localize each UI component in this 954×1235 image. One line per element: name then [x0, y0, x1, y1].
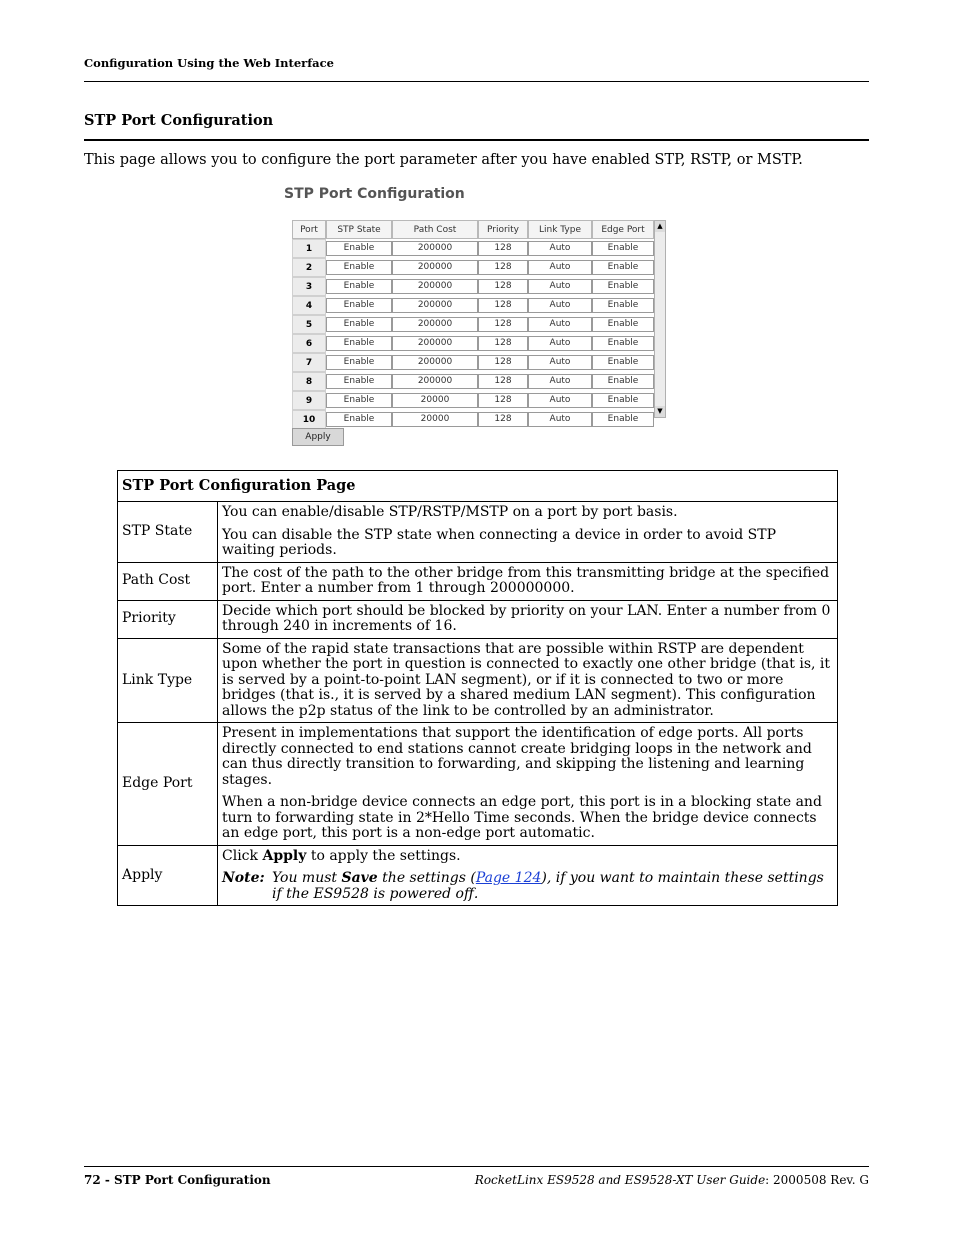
- edge-port-cell: [592, 353, 654, 372]
- path-cost-cell: [392, 239, 478, 258]
- label-path-cost: Path Cost: [118, 562, 218, 600]
- edge-port-field[interactable]: Enable: [592, 279, 654, 294]
- row-priority: [118, 600, 838, 638]
- port-number-cell: 7: [292, 353, 326, 372]
- path-cost-cell: [392, 277, 478, 296]
- apply-bold-text: Apply: [262, 847, 307, 864]
- desc-link-type: [218, 638, 838, 723]
- footer-rule: [84, 1166, 869, 1167]
- stp-state-text-1: You can enable/disable STP/RSTP/MSTP on a port by port basis.: [222, 504, 678, 520]
- port-number-cell: 1: [292, 239, 326, 258]
- link-type-cell: [528, 372, 592, 391]
- label-priority: Priority: [118, 600, 218, 638]
- col-header-link-type: Link Type: [528, 220, 592, 239]
- note-label: Note:: [222, 870, 265, 886]
- priority-field[interactable]: 128: [478, 393, 528, 408]
- path-cost-cell: [392, 353, 478, 372]
- edge-port-cell: [592, 391, 654, 410]
- stp-state-field[interactable]: Enable: [326, 298, 392, 313]
- scroll-up-arrow-icon[interactable]: ▲: [655, 221, 665, 232]
- port-number-cell: 2: [292, 258, 326, 277]
- port-number-cell: 9: [292, 391, 326, 410]
- path-cost-field[interactable]: 200000: [392, 241, 478, 256]
- priority-cell: [478, 315, 528, 334]
- desc-path-cost: [218, 562, 838, 600]
- scroll-down-arrow-icon[interactable]: ▼: [655, 406, 665, 417]
- priority-field[interactable]: 128: [478, 355, 528, 370]
- edge-port-field[interactable]: Enable: [592, 241, 654, 256]
- path-cost-cell: [392, 258, 478, 277]
- stp-state-field[interactable]: Enable: [326, 355, 392, 370]
- edge-port-cell: [592, 334, 654, 353]
- edge-port-field[interactable]: Enable: [592, 336, 654, 351]
- edge-port-text-1: Present in implementations that support the identification of edge ports. All ports directly connected to end stations cannot create bridging loops in the network and can thus directly transition to forwarding, and skipping the listening and learning stages.: [222, 725, 812, 788]
- edge-port-cell: [592, 239, 654, 258]
- link-type-field[interactable]: Auto: [528, 260, 592, 275]
- priority-field[interactable]: 128: [478, 298, 528, 313]
- path-cost-field[interactable]: 200000: [392, 298, 478, 313]
- stp-state-cell: [326, 296, 392, 315]
- link-type-cell: [528, 353, 592, 372]
- grid-header-row: [292, 220, 654, 239]
- path-cost-field[interactable]: 20000: [392, 393, 478, 408]
- priority-cell: [478, 296, 528, 315]
- desc-apply: [218, 845, 838, 906]
- link-type-cell: [528, 334, 592, 353]
- label-apply: Apply: [118, 845, 218, 906]
- grid-scrollbar[interactable]: [654, 220, 666, 418]
- label-stp-state: STP State: [118, 502, 218, 563]
- section-rule: [84, 139, 869, 141]
- footer-page-label: 72 - STP Port Configuration: [84, 1173, 271, 1187]
- priority-cell: [478, 334, 528, 353]
- apply-note: [222, 871, 833, 902]
- edge-port-field[interactable]: Enable: [592, 260, 654, 275]
- link-type-field[interactable]: Auto: [528, 355, 592, 370]
- stp-state-field[interactable]: Enable: [326, 260, 392, 275]
- desc-edge-port: [218, 723, 838, 846]
- link-type-cell: [528, 410, 592, 429]
- grid-row: [292, 391, 654, 410]
- link-type-field[interactable]: Auto: [528, 412, 592, 427]
- priority-field[interactable]: 128: [478, 336, 528, 351]
- edge-port-field[interactable]: Enable: [592, 374, 654, 389]
- apply-click-text: Click: [222, 847, 258, 864]
- note-text-c: ), if you want to maintain these settings if the ES9528 is powered off.: [272, 870, 824, 902]
- path-cost-cell: [392, 334, 478, 353]
- port-number-cell: 4: [292, 296, 326, 315]
- grid-row: [292, 315, 654, 334]
- grid-row: [292, 353, 654, 372]
- stp-state-field[interactable]: Enable: [326, 374, 392, 389]
- link-type-field[interactable]: Auto: [528, 279, 592, 294]
- row-link-type: [118, 638, 838, 723]
- grid-row: [292, 410, 654, 429]
- priority-text: Decide which port should be blocked by priority on your LAN. Enter a number from 0 through 240 in increments of 16.: [222, 602, 831, 634]
- path-cost-text: The cost of the path to the other bridge from this transmitting bridge at the specified port. Enter a number from 1 through 200000000.: [222, 564, 830, 596]
- col-header-port: Port: [292, 220, 326, 239]
- link-type-field[interactable]: Auto: [528, 317, 592, 332]
- stp-state-cell: [326, 277, 392, 296]
- note-text: [272, 871, 833, 902]
- path-cost-cell: [392, 296, 478, 315]
- edge-port-field[interactable]: Enable: [592, 298, 654, 313]
- col-header-stp-state: STP State: [326, 220, 392, 239]
- link-type-cell: [528, 391, 592, 410]
- edge-port-field[interactable]: Enable: [592, 412, 654, 427]
- footer-doc-title: [475, 1173, 869, 1187]
- priority-cell: [478, 353, 528, 372]
- stp-state-field[interactable]: Enable: [326, 412, 392, 427]
- stp-state-field[interactable]: Enable: [326, 317, 392, 332]
- stp-state-cell: [326, 391, 392, 410]
- stp-state-cell: [326, 334, 392, 353]
- port-config-table: [292, 220, 654, 429]
- link-type-cell: [528, 277, 592, 296]
- edge-port-cell: [592, 277, 654, 296]
- edge-port-field[interactable]: Enable: [592, 355, 654, 370]
- edge-port-cell: [592, 258, 654, 277]
- description-table: [117, 470, 838, 906]
- priority-field[interactable]: 128: [478, 241, 528, 256]
- path-cost-cell: [392, 315, 478, 334]
- grid-row: [292, 277, 654, 296]
- label-edge-port: Edge Port: [118, 723, 218, 846]
- link-type-field[interactable]: Auto: [528, 336, 592, 351]
- port-number-cell: 8: [292, 372, 326, 391]
- port-number-cell: 5: [292, 315, 326, 334]
- port-number-cell: 3: [292, 277, 326, 296]
- path-cost-field[interactable]: 200000: [392, 336, 478, 351]
- row-edge-port: [118, 723, 838, 846]
- path-cost-field[interactable]: 200000: [392, 317, 478, 332]
- footer-revision: : 2000508 Rev. G: [765, 1173, 869, 1187]
- port-number-cell: 10: [292, 410, 326, 429]
- priority-cell: [478, 410, 528, 429]
- page-124-link[interactable]: Page 124: [475, 870, 542, 886]
- stp-state-cell: [326, 372, 392, 391]
- link-type-cell: [528, 315, 592, 334]
- stp-state-cell: [326, 315, 392, 334]
- desc-priority: [218, 600, 838, 638]
- path-cost-field[interactable]: 200000: [392, 260, 478, 275]
- link-type-cell: [528, 239, 592, 258]
- link-type-field[interactable]: Auto: [528, 393, 592, 408]
- edge-port-cell: [592, 410, 654, 429]
- screenshot-title: STP Port Configuration: [284, 186, 465, 202]
- edge-port-cell: [592, 372, 654, 391]
- header-rule: [84, 81, 869, 82]
- stp-state-cell: [326, 258, 392, 277]
- priority-cell: [478, 277, 528, 296]
- section-title: STP Port Configuration: [84, 112, 274, 129]
- label-link-type: Link Type: [118, 638, 218, 723]
- port-number-cell: 6: [292, 334, 326, 353]
- footer-guide-title: RocketLinx ES9528 and ES9528-XT User Guide: [474, 1173, 766, 1187]
- grid-row: [292, 239, 654, 258]
- link-type-field[interactable]: Auto: [528, 298, 592, 313]
- stp-state-field[interactable]: Enable: [326, 241, 392, 256]
- edge-port-cell: [592, 315, 654, 334]
- grid-row: [292, 258, 654, 277]
- row-stp-state: [118, 502, 838, 563]
- grid-row: [292, 334, 654, 353]
- path-cost-field[interactable]: 200000: [392, 279, 478, 294]
- stp-state-text-2: You can disable the STP state when connecting a device in order to avoid STP waiting periods.: [222, 526, 777, 558]
- stp-state-field[interactable]: Enable: [326, 393, 392, 408]
- row-path-cost: [118, 562, 838, 600]
- priority-field[interactable]: 128: [478, 279, 528, 294]
- stp-state-field[interactable]: Enable: [326, 279, 392, 294]
- edge-port-cell: [592, 296, 654, 315]
- path-cost-field[interactable]: 200000: [392, 374, 478, 389]
- apply-instruction: [222, 849, 833, 865]
- edge-port-field[interactable]: Enable: [592, 317, 654, 332]
- link-type-cell: [528, 258, 592, 277]
- path-cost-cell: [392, 410, 478, 429]
- grid-row: [292, 372, 654, 391]
- priority-field[interactable]: 128: [478, 317, 528, 332]
- stp-state-cell: [326, 410, 392, 429]
- edge-port-field[interactable]: Enable: [592, 393, 654, 408]
- intro-paragraph: This page allows you to configure the port parameter after you have enabled STP, RSTP, or MSTP.: [84, 152, 803, 168]
- col-header-path-cost: Path Cost: [392, 220, 478, 239]
- grid-row: [292, 296, 654, 315]
- path-cost-cell: [392, 372, 478, 391]
- priority-field[interactable]: 128: [478, 260, 528, 275]
- priority-cell: [478, 239, 528, 258]
- row-apply: [118, 845, 838, 906]
- apply-rest-text: to apply the settings.: [310, 847, 461, 864]
- priority-field[interactable]: 128: [478, 374, 528, 389]
- priority-cell: [478, 391, 528, 410]
- path-cost-cell: [392, 391, 478, 410]
- priority-field[interactable]: 128: [478, 412, 528, 427]
- port-config-grid: [292, 220, 666, 425]
- col-header-priority: Priority: [478, 220, 528, 239]
- apply-button[interactable]: Apply: [292, 428, 344, 446]
- note-text-b: the settings (: [382, 870, 476, 886]
- running-header: Configuration Using the Web Interface: [84, 56, 334, 70]
- stp-state-cell: [326, 353, 392, 372]
- path-cost-field[interactable]: 200000: [392, 355, 478, 370]
- priority-cell: [478, 372, 528, 391]
- desc-stp-state: [218, 502, 838, 563]
- stp-state-cell: [326, 239, 392, 258]
- edge-port-text-2: When a non-bridge device connects an edge port, this port is in a blocking state and turn to forwarding state in 2*Hello Time seconds. When the bridge device connects an edge port, this port is a non-edge port automatic.: [222, 794, 822, 841]
- priority-cell: [478, 258, 528, 277]
- link-type-cell: [528, 296, 592, 315]
- note-save-text: Save: [341, 870, 378, 886]
- path-cost-field[interactable]: 20000: [392, 412, 478, 427]
- description-table-heading: STP Port Configuration Page: [118, 471, 838, 502]
- stp-state-field[interactable]: Enable: [326, 336, 392, 351]
- col-header-edge-port: Edge Port: [592, 220, 654, 239]
- note-text-a: You must: [272, 870, 338, 886]
- link-type-text: Some of the rapid state transactions that are possible within RSTP are dependent upon whether the port in question is connected to exactly one other bridge (that is, it is served by a point-to-point LAN segment), or if it is connected to two or more bridges (that is., it is served by a shared medium LAN segment). This configuration allows the p2p status of the link to be controlled by an administrator.: [222, 640, 831, 719]
- link-type-field[interactable]: Auto: [528, 241, 592, 256]
- link-type-field[interactable]: Auto: [528, 374, 592, 389]
